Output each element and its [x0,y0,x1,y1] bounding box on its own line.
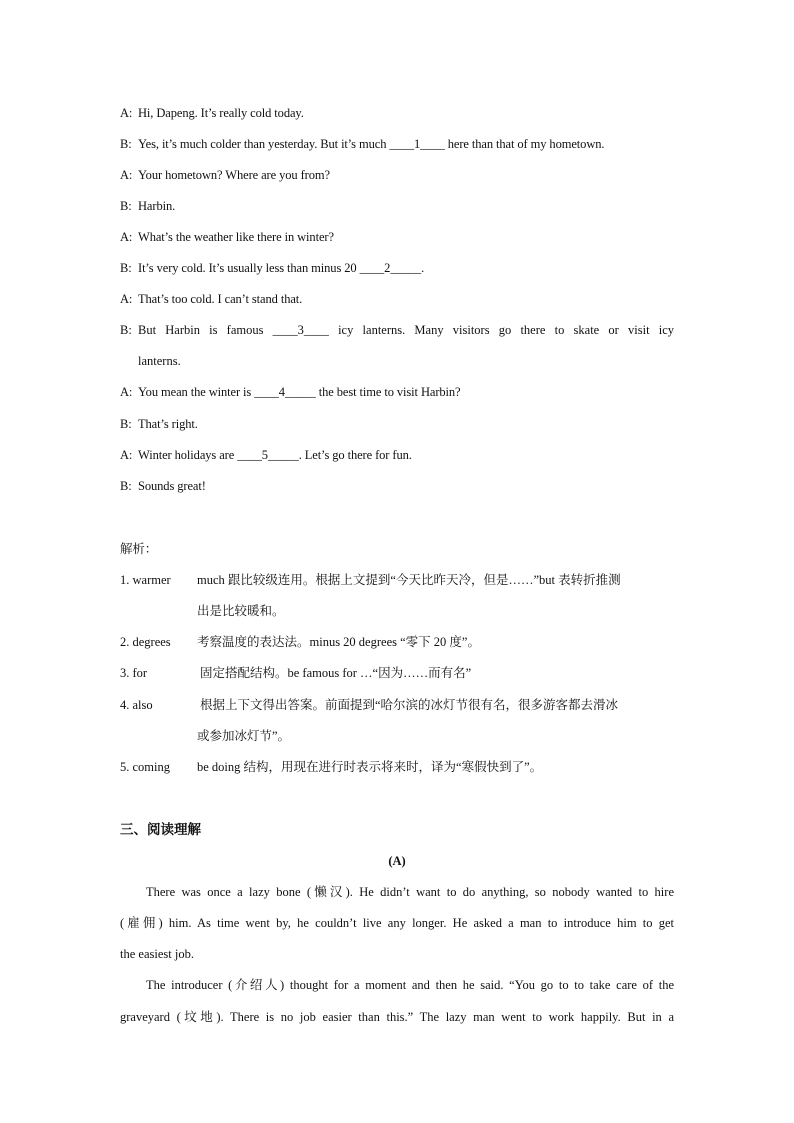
analysis-answer: 5. coming [120,760,170,774]
speaker-label: B: [120,479,132,493]
speaker-label: A: [120,292,133,306]
dialogue-text: Winter holidays are ____5_____. Let’s go there for fun. [138,448,412,462]
speaker-label: B: [120,199,132,213]
analysis-explanation: much 跟比较级连用。根据上文提到“今天比昨天冷，但是……”but 表转折推测 [197,573,621,587]
dialogue-line [120,322,674,338]
dialogue-text: But Harbin is famous ____3____ icy lanterns. Many visitors go there to skate or visit icy [138,323,674,337]
dialogue-line [120,105,304,121]
passage-line: graveyard (坟地). There is no job easier than this.” The lazy man went to work happily. But in a [120,1010,674,1024]
speaker-label: A: [120,168,133,182]
dialogue-line [120,229,334,245]
dialogue-line [120,136,604,152]
analysis-explanation: 考察温度的表达法。minus 20 degrees “零下 20 度”。 [197,635,480,649]
dialogue-text: Yes, it’s much colder than yesterday. But it’s much ____1____ here than that of my hometown. [138,137,605,151]
speaker-label: B: [120,261,132,275]
dialogue-line [120,167,330,183]
section-heading: 三、阅读理解 [120,822,201,837]
dialogue-line [120,447,412,463]
dialogue-line [120,384,461,400]
speaker-label: B: [120,323,132,337]
passage-line: the easiest job. [120,947,194,961]
passage-line: The introducer (介绍人) thought for a moment and then he said. “You go to to take care of the [146,978,674,992]
speaker-label: A: [120,230,133,244]
analysis-explanation: be doing 结构，用现在进行时表示将来时，译为“寒假快到了”。 [197,760,543,774]
dialogue-text: Harbin. [138,199,176,213]
speaker-label: A: [120,448,133,462]
analysis-explanation-cont: 或参加冰灯节”。 [197,729,291,743]
analysis-explanation-cont: 出是比较暖和。 [197,604,285,618]
analysis-answer: 2. degrees [120,635,171,649]
analysis-explanation: 固定搭配结构。be famous for …“因为……而有名” [200,666,472,680]
speaker-label: B: [120,417,132,431]
speaker-label: A: [120,385,133,399]
speaker-label: A: [120,106,133,120]
dialogue-text: You mean the winter is ____4_____ the best time to visit Harbin? [138,385,461,399]
passage-line: There was once a lazy bone (懒汉). He didn’t want to do anything, so nobody wanted to hire [146,885,674,899]
dialogue-text: That’s too cold. I can’t stand that. [138,292,303,306]
analysis-title: 解析： [120,542,158,556]
dialogue-line [120,198,175,214]
passage-label: (A) [388,854,406,868]
analysis-explanation: 根据上下文得出答案。前面提到“哈尔滨的冰灯节很有名，很多游客都去滑冰 [200,698,619,712]
dialogue-continuation: lanterns. [138,354,181,368]
dialogue-line [120,416,198,432]
dialogue-line [120,478,206,494]
dialogue-line [120,260,424,276]
analysis-answer: 1. warmer [120,573,171,587]
dialogue-text: Your hometown? Where are you from? [138,168,330,182]
dialogue-text: It’s very cold. It’s usually less than minus 20 ____2_____. [138,261,425,275]
analysis-answer: 4. also [120,698,153,712]
dialogue-text: That’s right. [138,417,198,431]
dialogue-text: What’s the weather like there in winter? [138,230,334,244]
dialogue-line [120,291,302,307]
speaker-label: B: [120,137,132,151]
dialogue-text: Sounds great! [138,479,206,493]
analysis-answer: 3. for [120,666,148,680]
dialogue-text: Hi, Dapeng. It’s really cold today. [138,106,304,120]
passage-line: (雇佣) him. As time went by, he couldn’t live any longer. He asked a man to introduce him to get [120,916,674,930]
